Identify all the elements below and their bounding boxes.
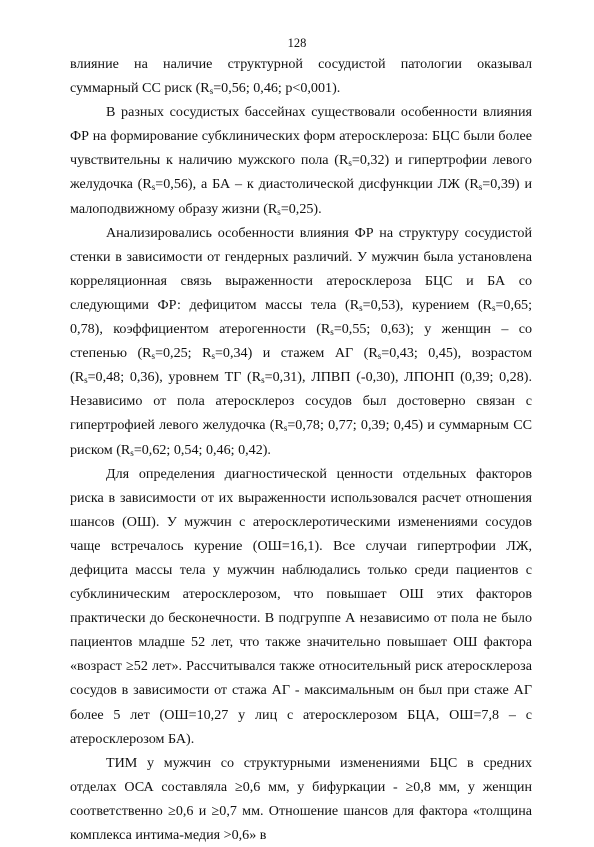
subscript: s	[130, 447, 134, 458]
subscript: s	[377, 351, 382, 362]
text-run: =0,62; 0,54; 0,46; 0,42).	[133, 441, 271, 458]
text-run: =0,55; 0,63); у женщин – со степенью (R	[70, 321, 533, 362]
text-run: =0,43; 0,45), возрастом (R	[70, 345, 533, 386]
subscript: s	[283, 423, 288, 434]
paragraph	[70, 52, 532, 100]
text-run: =0,32) и гипертрофии левого желудочка (R	[70, 152, 532, 193]
subscript: s	[84, 375, 88, 386]
text-run: =0,53), курением (R	[362, 296, 492, 313]
paragraph	[70, 221, 532, 462]
subscript: s	[211, 351, 215, 362]
body-text	[70, 52, 532, 847]
subscript: s	[209, 86, 214, 97]
subscript: s	[151, 351, 156, 362]
text-run: влияние на наличие структурной сосудистой патологии оказывал суммарный СС риск (R	[70, 56, 532, 97]
subscript: s	[151, 182, 156, 193]
paragraph	[70, 751, 532, 847]
subscript: s	[330, 327, 334, 338]
text-run: ТИМ у мужчин со структурными изменениями БЦС в средних отделах ОСА составляла ≥0,6 мм, у бифуркации - ≥0,8 мм, у женщин соответственно ≥0,6 и ≥0,7 мм. Отношение шансов для фактора «толщина комплекса интима-медия >0,6» в	[70, 754, 532, 843]
page-number: 128	[287, 36, 307, 50]
text-run: =0,39) и малоподвижному образу жизни (R	[70, 176, 532, 217]
subscript: s	[277, 206, 281, 217]
text-run: Для определения диагностической ценности отдельных факторов риска в зависимости от их выраженности использовался расчет отношения шансов (ОШ). У мужчин с атеросклеротическими изменениями сосудов чаще встречалось курение (ОШ=16,1). Все случаи гипертрофии ЛЖ, дефицита массы тела у мужчин наблюдались только среди пациентов с субклиническим атеросклерозом, что повышает ОШ этих факторов практически до бесконечности. В подгруппе А независимо от пола не было пациентов младше 52 лет, что также значительно повышает ОШ фактора «возраст ≥52 лет». Рассчитывался также относительный риск атеросклероза сосудов в зависимости от стажа АГ - максимальным он был при стаже АГ более 5 лет (ОШ=10,27 у лиц с атеросклерозом БЦА, ОШ=7,8 – с атеросклерозом БА).	[70, 465, 532, 747]
subscript: s	[478, 182, 483, 193]
text-run: Анализировались особенности влияния ФР на структуру сосудистой стенки в зависимости от гендерных различий. У мужчин была установлена корреляционная связь выраженности атеросклероза БЦС и БА со следующими ФР: дефицитом массы тела (R	[70, 224, 532, 313]
text-run: =0,56; 0,46; p<0,001).	[213, 80, 341, 97]
text-run: =0,34) и стажем АГ (R	[214, 345, 378, 362]
paragraph	[70, 100, 532, 220]
subscript: s	[261, 375, 265, 386]
text-run: =0,25; R	[155, 345, 212, 362]
subscript: s	[348, 158, 352, 169]
text-run: =0,56), а БА – к диастолической дисфункции ЛЖ (R	[155, 176, 479, 193]
subscript: s	[359, 302, 363, 313]
paragraph	[70, 462, 532, 751]
text-run: В разных сосудистых бассейнах существовали особенности влияния ФР на формирование субклинических форм атеросклероза: БЦС были более чувствительны к наличию мужского пола (R	[70, 104, 532, 169]
text-run: =0,65; 0,78), коэффициентом атерогенности (R	[70, 296, 532, 338]
text-run: =0,78; 0,77; 0,39; 0,45) и суммарным СС риском (R	[70, 417, 532, 458]
text-run: =0,48; 0,36), уровнем ТГ (R	[87, 369, 262, 386]
subscript: s	[491, 302, 496, 313]
text-run: =0,31), ЛПВП (-0,30), ЛПОНП (0,39; 0,28). Независимо от пола атеросклероз сосудов был достоверно связан с гипертрофией левого желудочка (R	[70, 369, 532, 434]
text-run: =0,25).	[280, 200, 322, 217]
